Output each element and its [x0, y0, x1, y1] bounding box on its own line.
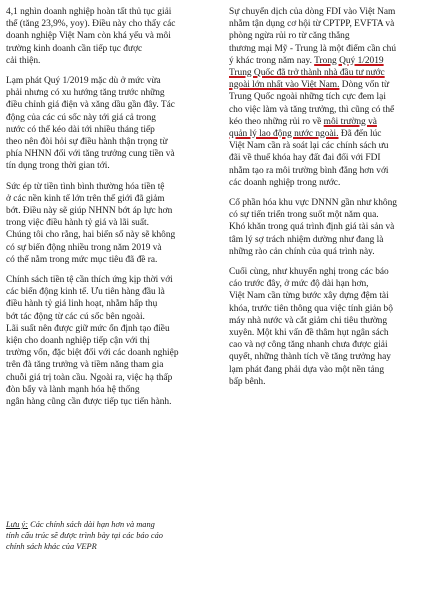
- text-line: cải thiện.: [6, 55, 41, 66]
- text-line: điều chỉnh giá điện và xăng dầu gần đây. Tác: [6, 100, 175, 111]
- text-line: cao và nợ công tăng nhanh chưa được giải: [229, 340, 388, 351]
- text-line: có sự biến động nhiều trong năm 2019 và: [6, 242, 162, 253]
- text-line: [229, 128, 426, 140]
- text-line: bấp bênh.: [229, 376, 266, 387]
- paragraph-monetary-policy: [6, 274, 213, 408]
- text-line: kiện cho doanh nghiệp tiếp cận với thị: [6, 336, 150, 347]
- text-line: Chính sách tiền tệ cần thích ứng kịp thời với: [6, 275, 173, 286]
- text-line: [229, 116, 426, 128]
- text-line: động của các cú sốc này tới giá cả trong: [6, 112, 156, 123]
- text-line: đãi về thuế khóa hay đất đai đối với FDI: [229, 153, 381, 164]
- text-line: có sự tiến triển trong suốt một năm qua.: [229, 210, 379, 221]
- paragraph-inflation: [6, 75, 213, 173]
- text-line: máy nhà nước và cắt giảm chi tiêu thường: [229, 315, 388, 326]
- text-segment: ý khác trong năm nay.: [229, 55, 312, 66]
- text-line: phải nhưng có xu hướng tăng trước những: [6, 88, 165, 99]
- text-line: đòn bẩy và lành mạnh hóa hệ thống: [6, 384, 140, 395]
- text-line: trong việc điều hành tỷ giá và lãi suất.: [6, 218, 149, 229]
- text-line: Sức ép từ tiền tình bình thường hóa tiền tệ: [6, 181, 165, 192]
- text-line: Khó khăn trong quá trình định giá tài sản và: [229, 222, 395, 233]
- text-line: chuỗi giá trị toàn cầu. Ngoài ra, việc hạ thấp: [6, 372, 173, 383]
- text-line: Lãi suất nên được giữ mức ổn định tạo điều: [6, 323, 170, 334]
- note-line: tính cấu trúc sẽ được trình bày tại các báo cáo: [6, 531, 163, 540]
- text-line: [229, 67, 426, 79]
- paragraph-fdi: [229, 6, 426, 189]
- text-line: có thể nằm trong mức mục tiêu đã đề ra.: [6, 254, 158, 265]
- text-line: thương mại Mỹ - Trung là một điểm cần chú: [229, 43, 397, 54]
- text-line: bớt tác động từ các cú sốc bên ngoài.: [6, 311, 145, 322]
- text-line: nhằm tạo ra môi trường bình đẳng hơn với: [229, 165, 389, 176]
- text-line: cáo trước đây, ở mức độ dài hạn hơn,: [229, 279, 369, 290]
- text-line: ngân hàng cũng cần được tiếp tục tiến hành.: [6, 397, 172, 408]
- text-line: những rào cản chính của quá trình này.: [229, 246, 375, 257]
- text-line: [229, 79, 426, 91]
- text-segment: kéo theo những rủi ro về: [229, 116, 322, 127]
- text-line: bớt. Điều này sẽ giúp NHNN bớt áp lực hơn: [6, 206, 173, 217]
- text-segment: Dòng vốn từ: [341, 80, 390, 91]
- text-line: Lạm phát Quý 1/2019 mặc dù ở mức vừa: [6, 76, 161, 87]
- text-line: quyết, những thành tích về tăng trưởng hay: [229, 352, 391, 363]
- paragraph-monetary-pressure: [6, 181, 213, 266]
- text-line: điều hành tỷ giá linh hoạt, nhằm hấp thụ: [6, 299, 158, 310]
- text-line: trường kinh doanh cần tiếp tục được: [6, 43, 143, 54]
- paragraph-equitization: [229, 197, 426, 258]
- highlighted-text: ngoài lớn nhất vào Việt Nam.: [229, 80, 340, 91]
- text-line: tín dụng trong thời gian tới.: [6, 161, 110, 172]
- text-line: khóa, trước tiên thông qua việc tính giản bộ: [229, 303, 393, 314]
- text-line: thể (tăng 23,9%, yoy). Điều này cho thấy các: [6, 19, 176, 30]
- highlighted-text: Trung Quốc đã trở thành nhà đầu tư nước: [229, 68, 385, 79]
- text-line: Việt Nam cần rà soát lại các chính sách ưu: [229, 141, 389, 152]
- footnote: [6, 519, 213, 552]
- text-line: các biến động kinh tế. Ưu tiên hàng đầu là: [6, 287, 165, 298]
- paragraph-enterprises: [6, 6, 213, 67]
- highlighted-text: quản lý lao động nước ngoài.: [229, 129, 339, 140]
- text-line: nhằm tận dụng cơ hội từ CPTPP, EVFTA và: [229, 19, 395, 30]
- text-line: [229, 55, 426, 67]
- highlighted-text: môi trường và: [323, 116, 377, 127]
- note-line: chính sách khác của VEPR: [6, 542, 97, 551]
- text-line: ở các nền kinh tế lớn trên thế giới đã giảm: [6, 193, 165, 204]
- text-line: Sự chuyển dịch của dòng FDI vào Việt Nam: [229, 7, 396, 17]
- left-column: [6, 6, 213, 416]
- text-line: theo nên đòi hỏi sự điều hành thận trọng từ: [6, 137, 168, 148]
- text-line: doanh nghiệp Việt Nam còn khá yếu và môi: [6, 31, 171, 42]
- text-line: trường vốn, đặc biệt đối với các doanh nghiệp: [6, 348, 179, 359]
- right-column: [229, 6, 426, 396]
- highlighted-text: Trong Quý 1/2019: [314, 55, 384, 66]
- text-line: Trung Quốc ngoài những tích cực đem lại: [229, 92, 386, 103]
- note-text: Các chính sách dài hạn hơn và mang: [30, 520, 155, 529]
- text-line: tâm lý sợ trách nhiệm dường như đang là: [229, 234, 384, 245]
- text-line: trên đà tăng trưởng và tiềm năng tham gia: [6, 360, 164, 371]
- text-line: lạm phát đang phải dựa vào một nền tảng: [229, 364, 385, 375]
- text-line: phía NHNN đối với tăng trưởng cung tiền và: [6, 149, 175, 160]
- note-label: Lưu ý:: [6, 520, 29, 529]
- text-line: Cổ phần hóa khu vực DNNN gần như không: [229, 198, 397, 209]
- text-segment: Đã đến lúc: [340, 129, 382, 140]
- text-line: Chúng tôi cho rằng, hai biến số này sẽ không: [6, 230, 176, 241]
- text-line: nước có thể kéo dài tới nhiều tháng tiếp: [6, 124, 155, 135]
- text-line: xuyên. Một khi vấn đề thâm hụt ngân sách: [229, 328, 389, 339]
- text-line: phòng ngừa rủi ro từ căng thẳng: [229, 31, 350, 42]
- text-line: Cuối cùng, như khuyến nghị trong các báo: [229, 267, 389, 278]
- text-line: cho việc làm và tăng trưởng, thì cũng có thể: [229, 104, 395, 115]
- text-line: các doanh nghiệp trong nước.: [229, 177, 341, 188]
- text-line: 4,1 nghìn doanh nghiệp hoàn tất thủ tục giải: [6, 7, 172, 17]
- text-line: Việt Nam cần từng bước xây dựng đệm tài: [229, 291, 389, 302]
- paragraph-fiscal: [229, 266, 426, 388]
